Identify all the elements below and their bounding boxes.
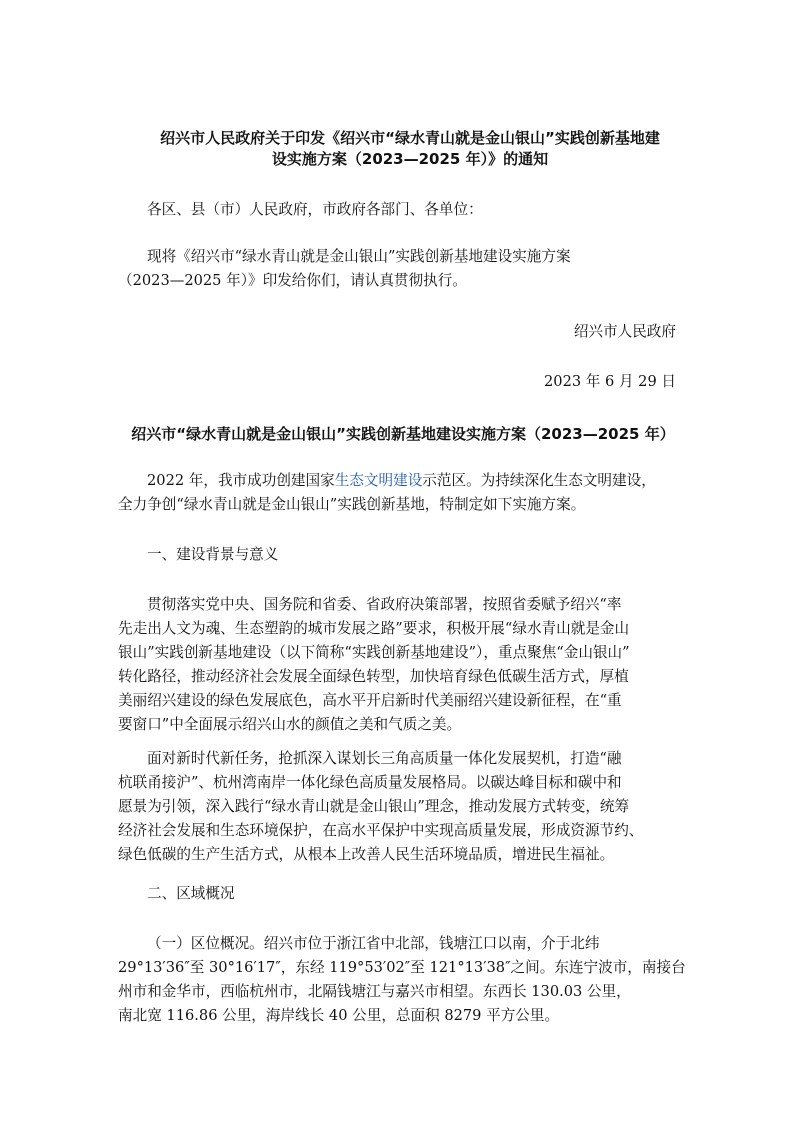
eco-civilization-link[interactable]: 生态文明建设 <box>334 472 423 489</box>
section1-paragraph2 <box>118 747 676 867</box>
issuer: 绍兴市人民政府 <box>573 323 676 340</box>
section-heading: 一、建设背景与意义 <box>147 546 279 563</box>
paragraph-line: 南北宽 116.86 公里，海岸线长 40 公里，总面积 8279 平方公里。 <box>118 1007 560 1024</box>
notice-title-line: 设实施方案（2023—2025 年）》的通知 <box>271 150 549 168</box>
notice-title <box>130 128 690 170</box>
salutation: 各区、县（市）人民政府，市政府各部门、各单位： <box>147 201 483 218</box>
plan-intro <box>118 469 676 517</box>
paragraph-line: 29°13′36″至 30°16′17″，东经 119°53′02″至 121°13′38″之间。东连宁波市，南接台 <box>118 959 686 976</box>
paragraph-line: 美丽绍兴建设的绿色发展底色，高水平开启新时代美丽绍兴建设新征程，在“重 <box>118 692 622 709</box>
issue-date: 2023 年 6 月 29 日 <box>544 373 676 390</box>
paragraph-line: 绿色低碳的生产生活方式，从根本上改善人民生活环境品质，增进民生福祉。 <box>118 846 615 863</box>
intro-line: 全力争创“绿水青山就是金山银山”实践创新基地，特制定如下实施方案。 <box>118 496 586 513</box>
section2-paragraph1 <box>118 932 686 1028</box>
paragraph-line: 要窗口”中全面展示绍兴山水的颜值之美和气质之美。 <box>118 716 462 733</box>
paragraph-line: 州市和金华市，西临杭州市，北隔钱塘江与嘉兴市相望。东西长 130.03 公里， <box>118 983 631 1000</box>
paragraph-line: 银山”实践创新基地建设（以下简称“实践创新基地建设”），重点聚焦“金山银山” <box>118 644 630 661</box>
notice-body-line: （2023—2025 年）》印发给你们，请认真贯彻执行。 <box>118 272 467 289</box>
section-heading: 二、区域概况 <box>147 885 235 902</box>
notice-body-line: 现将《绍兴市“绿水青山就是金山银山”实践创新基地建设实施方案 <box>147 248 571 265</box>
intro-text: 示范区。为持续深化生态文明建设， <box>422 472 656 489</box>
paragraph-line: 转化路径，推动经济社会发展全面绿色转型，加快培育绿色低碳生活方式，厚植 <box>118 668 629 685</box>
paragraph-line: （一）区位概况。绍兴市位于浙江省中北部，钱塘江口以南，介于北纬 <box>147 935 600 952</box>
section1-paragraph1 <box>118 593 676 737</box>
paragraph-line: 愿景为引领，深入践行“绿水青山就是金山银山”理念，推动发展方式转变，统筹 <box>118 798 630 815</box>
plan-title: 绍兴市“绿水青山就是金山银山”实践创新基地建设实施方案（2023—2025 年） <box>131 425 675 443</box>
paragraph-line: 经济社会发展和生态环境保护，在高水平保护中实现高质量发展，形成资源节约、 <box>118 822 644 839</box>
notice-body <box>118 245 676 293</box>
paragraph-line: 杭联甬接沪”、杭州湾南岸一体化绿色高质量发展格局。以碳达峰目标和碳中和 <box>118 774 622 791</box>
paragraph-line: 面对新时代新任务，抢抓深入谋划长三角高质量一体化发展契机，打造“融 <box>147 750 622 767</box>
intro-text: 2022 年，我市成功创建国家 <box>147 472 335 489</box>
paragraph-line: 先走出人文为魂、生态塑韵的城市发展之路”要求，积极开展“绿水青山就是金山 <box>118 620 630 637</box>
notice-title-line: 绍兴市人民政府关于印发《绍兴市“绿水青山就是金山银山”实践创新基地建 <box>160 129 660 147</box>
paragraph-line: 贯彻落实党中央、国务院和省委、省政府决策部署，按照省委赋予绍兴“率 <box>147 596 622 613</box>
